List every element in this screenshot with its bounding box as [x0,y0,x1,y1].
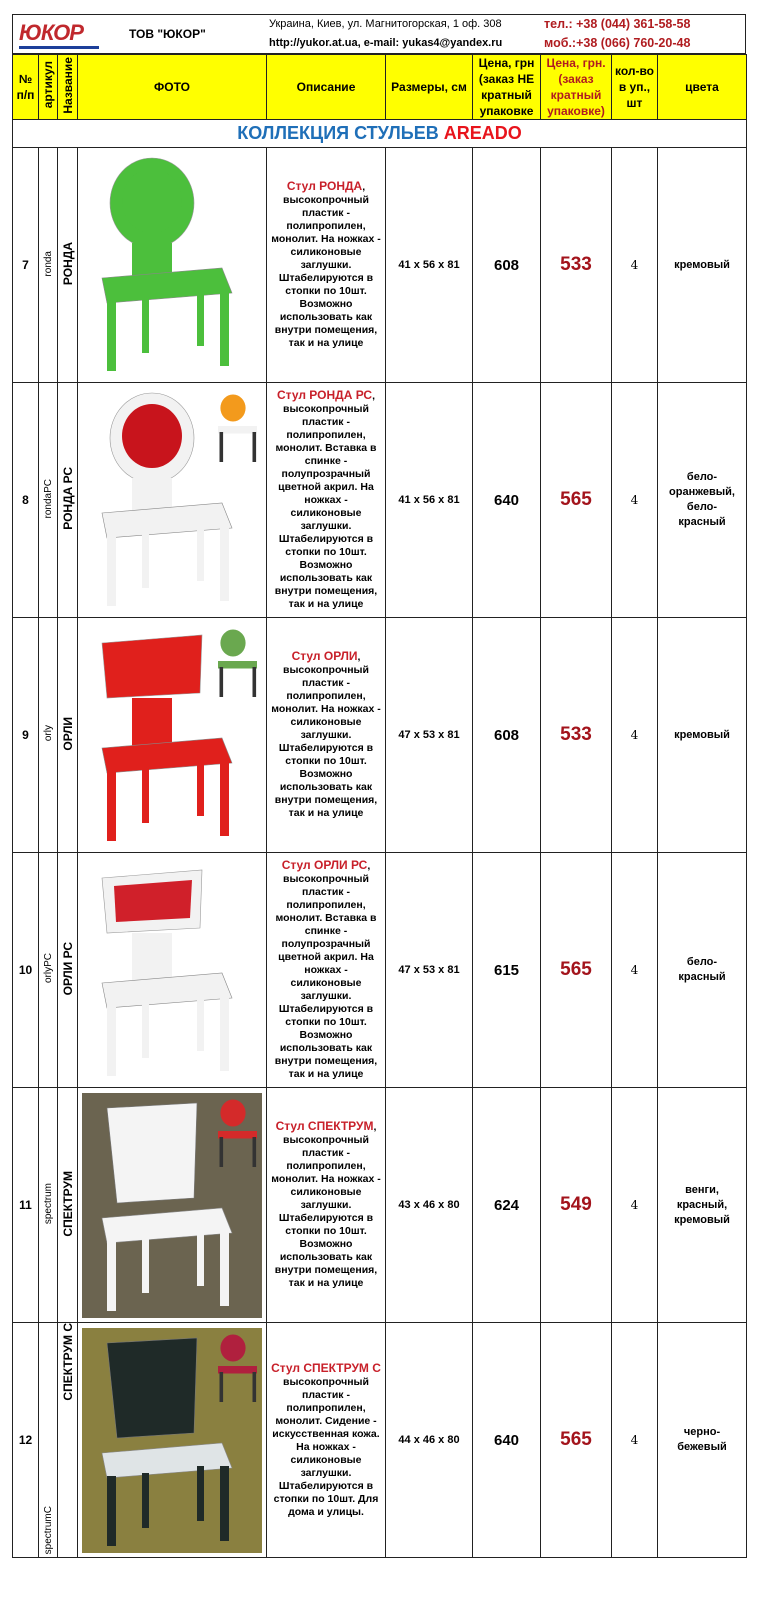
chair-photo [82,858,262,1083]
row-price-bulk: 565 [541,1323,612,1558]
row-size: 41 x 56 x 81 [386,148,473,383]
row-sku: rondaPC [42,478,54,519]
header-sku: артикул [41,61,55,109]
company-header [12,14,746,54]
company-mobile: моб.:+38 (066) 760-20-48 [544,36,691,50]
row-size: 41 x 56 x 81 [386,383,473,618]
row-qty: 4 [612,148,658,383]
logo: ЮКОР [13,15,130,54]
row-qty: 4 [612,853,658,1088]
company-address: Украина, Киев, ул. Магнитогорская, 1 оф. 308 [269,18,502,30]
row-name: РОНДА [60,241,75,286]
row-colors: кремовый [658,148,747,383]
row-price-bulk: 533 [541,618,612,853]
header-size: Размеры, см [386,55,473,120]
row-colors: черно-бежевый [658,1323,747,1558]
product-row [13,1088,747,1323]
row-price: 608 [473,618,541,853]
row-sku: spectrumC [42,1505,54,1554]
row-qty: 4 [612,383,658,618]
header-num: № п/п [13,55,39,120]
header-desc: Описание [267,55,386,120]
row-num: 11 [13,1088,39,1323]
product-row [13,618,747,853]
row-num: 12 [13,1323,39,1558]
product-row [13,383,747,618]
product-row [13,853,747,1088]
row-price-bulk: 549 [541,1088,612,1323]
row-photo [78,148,267,383]
header-qty: кол-во в уп., шт [612,55,658,120]
row-colors: кремовый [658,618,747,853]
row-num: 8 [13,383,39,618]
price-list [12,14,746,1558]
row-price: 608 [473,148,541,383]
header-photo: ФОТО [78,55,267,120]
row-qty: 4 [612,1323,658,1558]
row-sku: orly [42,725,54,742]
row-description: Стул РОНДА, высокопрочный пластик - полипропилен, монолит. На ножках - силиконовые заглушки. Штабелируются в стопки по 10шт. Возможно использовать как внутри помещения, так и на улице [267,148,386,383]
row-sku: orlyPC [42,953,54,984]
row-size: 44 x 46 x 80 [386,1323,473,1558]
header-price2: Цена, грн. (заказ кратный упаковке) [541,55,612,120]
row-description: Стул ОРЛИ РС, высокопрочный пластик - полипропилен, монолит. Вставка в спинке - полупрозрачный цветной акрил. На ножках - силиконовые заглушки. Штабелируются в стопки по 10шт. Возможно использовать как внутри помещения, так и на улице [267,853,386,1088]
row-photo [78,1323,267,1558]
product-row [13,1323,747,1558]
row-price: 624 [473,1088,541,1323]
row-photo [78,853,267,1088]
chair-photo [82,153,262,378]
row-size: 43 x 46 x 80 [386,1088,473,1323]
row-price-bulk: 565 [541,383,612,618]
row-description: Стул СПЕКТРУМ, высокопрочный пластик - полипропилен, монолит. На ножках - силиконовые заглушки. Штабелируются в стопки по 10шт. Возможно использовать как внутри помещения, так и на улице [267,1088,386,1323]
row-price: 640 [473,383,541,618]
product-row [13,148,747,383]
row-colors: бело-оранжевый, бело-красный [658,383,747,618]
chair-photo [82,623,262,848]
row-name: СПЕКТРУМ [60,1170,75,1237]
row-qty: 4 [612,618,658,853]
header-row [13,55,747,120]
company-phone: тел.: +38 (044) 361-58-58 [544,17,691,31]
row-description: Стул СПЕКТРУМ С высокопрочный пластик - полипропилен, монолит. Сидение - искусственная кожа. На ножках - силиконовые заглушки. Штабелируются в стопки по 10шт. Для дома и улицы. [267,1323,386,1558]
product-table [12,54,747,1558]
row-photo [78,383,267,618]
row-name: СПЕКТРУМ С [60,1323,75,1401]
row-photo [78,618,267,853]
company-web-email: http://yukor.at.ua, e-mail: yukas4@yandex.ru [269,37,503,49]
header-colors: цвета [658,55,747,120]
row-name: ОРЛИ РС [60,941,75,996]
row-description: Стул ОРЛИ, высокопрочный пластик - полипропилен, монолит. На ножках - силиконовые заглушки. Штабелируются в стопки по 10шт. Возможно использовать как внутри помещения, так и на улице [267,618,386,853]
row-price: 640 [473,1323,541,1558]
row-colors: бело-красный [658,853,747,1088]
row-size: 47 x 53 x 81 [386,853,473,1088]
row-sku: ronda [42,250,54,277]
row-num: 7 [13,148,39,383]
collection-title: КОЛЛЕКЦИЯ СТУЛЬЕВ AREADO [13,120,747,148]
chair-photo [82,1328,262,1553]
row-name: ОРЛИ [60,716,75,751]
row-sku: spectrum [42,1182,54,1225]
row-num: 9 [13,618,39,853]
row-description: Стул РОНДА РС, высокопрочный пластик - полипропилен, монолит. Вставка в спинке - полупрозрачный цветной акрил. На ножках - силиконовые заглушки. Штабелируются в стопки по 10шт. Возможно использовать как внутри помещения, так и на улице [267,383,386,618]
row-price: 615 [473,853,541,1088]
header-name: Название [60,56,75,114]
chair-photo [82,388,262,613]
company-name: ТОВ "ЮКОР" [129,27,206,41]
row-price-bulk: 565 [541,853,612,1088]
row-price-bulk: 533 [541,148,612,383]
row-colors: венги, красный, кремовый [658,1088,747,1323]
row-size: 47 x 53 x 81 [386,618,473,853]
row-name: РОНДА РС [60,467,75,530]
row-num: 10 [13,853,39,1088]
row-qty: 4 [612,1088,658,1323]
row-photo [78,1088,267,1323]
chair-photo [82,1093,262,1318]
header-price1: Цена, грн (заказ НЕ кратный упаковке [473,55,541,120]
